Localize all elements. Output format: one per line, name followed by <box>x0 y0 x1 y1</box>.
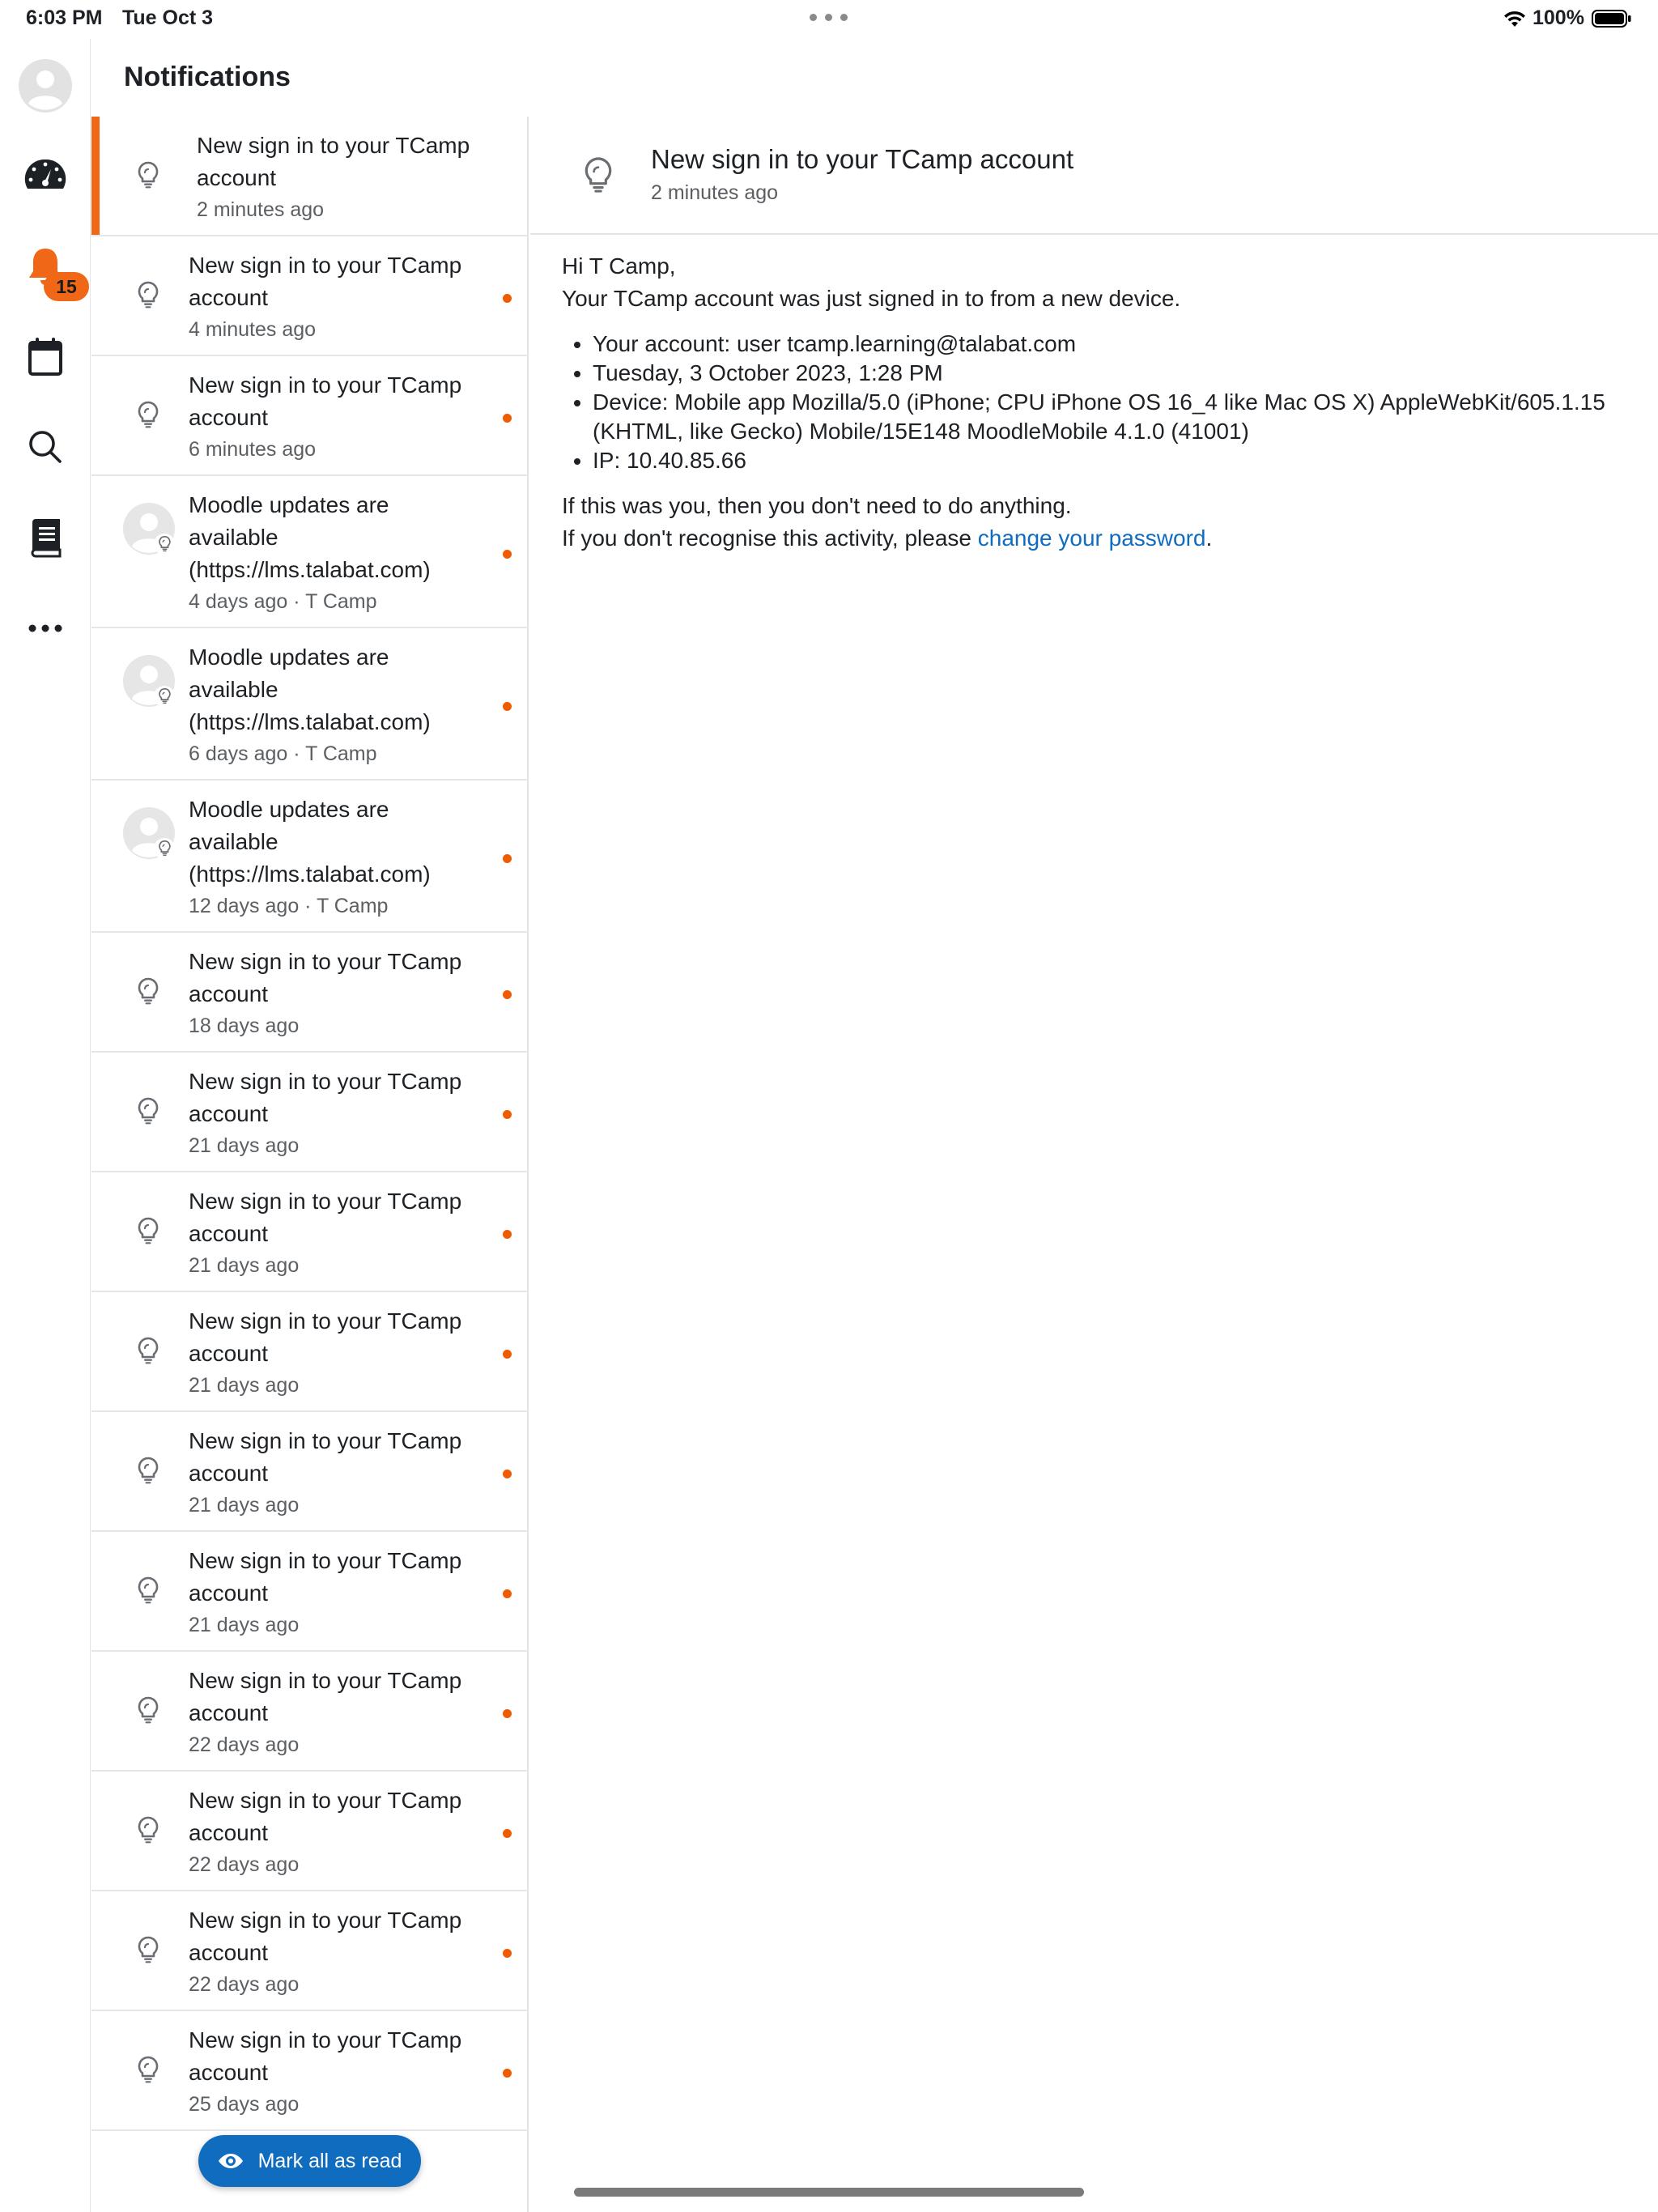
notification-text <box>189 793 472 921</box>
more-horizontal-icon <box>28 623 63 633</box>
unread-indicator-dot <box>503 294 512 303</box>
lightbulb-icon <box>134 1695 163 1725</box>
detail-title: New sign in to your TCamp account <box>651 144 1074 174</box>
notification-text <box>189 1185 472 1281</box>
notification-time: 21 days ago <box>189 1614 300 1636</box>
my-courses-button[interactable] <box>16 508 74 567</box>
lightbulb-icon <box>134 1456 163 1485</box>
detail-timestamp: 2 minutes ago <box>651 181 779 204</box>
notification-item[interactable] <box>91 2011 529 2131</box>
notification-item[interactable] <box>91 476 529 628</box>
detail-list-item: • IP: 10.40.85.66 <box>593 446 1647 475</box>
unread-indicator-dot <box>503 1110 512 1119</box>
notification-time: 21 days ago <box>189 1254 300 1277</box>
notification-item[interactable] <box>91 1652 529 1772</box>
notification-title: New sign in to your TCamp account <box>189 2027 462 2085</box>
sender-avatar-icon <box>122 806 176 860</box>
unread-indicator-dot <box>503 1709 512 1718</box>
lightbulb-icon <box>134 2055 163 2084</box>
notification-detail-panel <box>530 117 1658 2212</box>
notification-text <box>189 1904 472 2000</box>
notification-title: New sign in to your TCamp account <box>189 1548 462 1606</box>
detail-message-body <box>562 250 1647 555</box>
notification-text <box>189 641 472 769</box>
notification-title: New sign in to your TCamp account <box>189 253 462 310</box>
notification-text <box>197 130 480 225</box>
detail-greeting: Hi T Camp, <box>562 253 676 279</box>
notification-item[interactable] <box>91 236 529 356</box>
unread-indicator-dot <box>503 414 512 423</box>
detail-closing-suffix: . <box>1205 525 1213 551</box>
notification-time: 22 days ago <box>189 1733 300 1756</box>
notification-text <box>189 1545 472 1640</box>
unread-indicator-dot <box>503 1949 512 1958</box>
detail-list-item: • Device: Mobile app Mozilla/5.0 (iPhone; CPU iPhone OS 16_4 like Mac OS X) AppleWebKit/605.1.15 (KHTML, like Gecko) Mobile/15E148 MoodleMobile 4.1.0 (41001) <box>593 388 1647 446</box>
unread-indicator-dot <box>503 702 512 711</box>
unread-indicator-dot <box>503 1470 512 1478</box>
battery-percent: 100% <box>1533 6 1584 29</box>
lightbulb-icon <box>134 1216 163 1245</box>
detail-closing-prefix: If you don't recognise this activity, please <box>562 525 978 551</box>
notification-time: 2 minutes ago <box>197 198 325 221</box>
lightbulb-icon <box>134 280 163 309</box>
notification-item[interactable] <box>91 1772 529 1891</box>
detail-list-item: • Your account: user tcamp.learning@talabat.com <box>593 330 1647 359</box>
side-navigation-rail <box>0 39 91 2212</box>
search-icon <box>28 429 63 465</box>
notification-title: New sign in to your TCamp account <box>189 1428 462 1486</box>
notification-text <box>189 2024 472 2120</box>
notification-text <box>189 1784 472 1880</box>
lightbulb-icon <box>134 1096 163 1125</box>
book-icon <box>28 517 63 558</box>
lightbulb-icon <box>134 1935 163 1964</box>
notification-item[interactable] <box>91 1891 529 2011</box>
notification-title: New sign in to your TCamp account <box>189 1069 462 1126</box>
status-date: Tue Oct 3 <box>122 6 214 29</box>
notification-title: Moodle updates are available (https://lms.talabat.com) <box>189 644 431 734</box>
lightbulb-icon <box>134 160 163 189</box>
notification-time: 4 minutes ago <box>189 318 317 341</box>
calendar-icon <box>28 336 63 376</box>
notification-text <box>189 1305 472 1401</box>
notification-title: Moodle updates are available (https://lms.talabat.com) <box>189 492 431 582</box>
unread-indicator-dot <box>503 1350 512 1359</box>
notification-title: New sign in to your TCamp account <box>189 949 462 1006</box>
unread-indicator-dot <box>503 2069 512 2078</box>
notification-text <box>189 369 472 465</box>
notification-time: 25 days ago <box>189 2093 300 2116</box>
dashboard-gauge-icon <box>24 158 66 194</box>
battery-icon <box>1592 9 1632 28</box>
notification-time: 18 days ago <box>189 1015 300 1037</box>
lightbulb-icon <box>134 1815 163 1844</box>
detail-closing-line: If this was you, then you don't need to do anything. <box>562 493 1072 518</box>
lightbulb-icon <box>134 1576 163 1605</box>
notification-item[interactable] <box>91 1532 529 1652</box>
unread-indicator-dot <box>503 1829 512 1838</box>
notification-time: 6 minutes ago <box>189 438 317 461</box>
sender-avatar-icon <box>122 502 176 555</box>
avatar-icon <box>19 59 72 113</box>
notification-item[interactable] <box>91 1053 529 1172</box>
notification-item[interactable] <box>91 1172 529 1292</box>
notification-item[interactable] <box>91 117 529 236</box>
notification-time: 12 days ago · T Camp <box>189 895 389 917</box>
unread-indicator-dot <box>503 990 512 999</box>
notification-list <box>91 117 529 2212</box>
detail-sign-in-info-list <box>562 330 1647 475</box>
notification-item[interactable] <box>91 356 529 476</box>
unread-indicator-dot <box>503 854 512 863</box>
notification-time: 21 days ago <box>189 1374 300 1397</box>
unread-indicator-dot <box>503 1230 512 1239</box>
notification-text <box>189 1066 472 1161</box>
home-indicator[interactable] <box>574 2188 1084 2197</box>
sender-avatar-icon <box>122 654 176 708</box>
notification-title: New sign in to your TCamp account <box>189 1308 462 1366</box>
notification-text <box>189 946 472 1041</box>
page-title: Notifications <box>124 62 291 92</box>
notification-text <box>189 489 472 617</box>
search-button[interactable] <box>16 418 74 476</box>
mark-all-as-read-button[interactable] <box>198 2135 421 2187</box>
detail-closing-action-line <box>562 522 1647 555</box>
dashboard-button[interactable] <box>16 147 74 205</box>
calendar-button[interactable] <box>16 327 74 385</box>
notification-time: 21 days ago <box>189 1134 300 1157</box>
notification-text <box>189 249 472 345</box>
notification-title: Moodle updates are available (https://lms.talabat.com) <box>189 797 431 887</box>
detail-list-item: • Tuesday, 3 October 2023, 1:28 PM <box>593 359 1647 388</box>
multitasking-dots-icon[interactable] <box>810 14 848 22</box>
lightbulb-icon <box>134 1336 163 1365</box>
notification-text <box>189 1665 472 1760</box>
change-password-link[interactable]: change your password <box>977 525 1206 551</box>
eye-icon <box>218 2152 244 2170</box>
notification-item[interactable] <box>91 933 529 1053</box>
notification-title: New sign in to your TCamp account <box>197 133 470 190</box>
notification-time: 4 days ago · T Camp <box>189 590 377 613</box>
notification-item[interactable] <box>91 781 529 933</box>
notification-count-badge: 15 <box>44 272 89 301</box>
unread-indicator-dot <box>503 550 512 559</box>
notification-item[interactable] <box>91 628 529 781</box>
notification-time: 6 days ago · T Camp <box>189 742 377 765</box>
more-button[interactable] <box>16 599 74 657</box>
unread-indicator-dot <box>503 1589 512 1598</box>
notification-item[interactable] <box>91 1292 529 1412</box>
wifi-icon <box>1503 9 1527 28</box>
notification-time: 22 days ago <box>189 1853 300 1876</box>
notification-time: 22 days ago <box>189 1973 300 1996</box>
notification-title: New sign in to your TCamp account <box>189 372 462 430</box>
lightbulb-icon <box>579 155 618 194</box>
notification-title: New sign in to your TCamp account <box>189 1908 462 1965</box>
notification-item[interactable] <box>91 1412 529 1532</box>
notification-title: New sign in to your TCamp account <box>189 1668 462 1725</box>
status-bar <box>0 0 1658 39</box>
user-avatar-button[interactable] <box>16 57 74 115</box>
notification-title: New sign in to your TCamp account <box>189 1788 462 1845</box>
detail-intro: Your TCamp account was just signed in to from a new device. <box>562 286 1181 311</box>
lightbulb-icon <box>134 400 163 429</box>
lightbulb-icon <box>134 976 163 1006</box>
notification-title: New sign in to your TCamp account <box>189 1189 462 1246</box>
status-time: 6:03 PM <box>26 6 103 29</box>
notification-time: 21 days ago <box>189 1494 300 1516</box>
detail-header <box>530 117 1658 235</box>
notification-text <box>189 1425 472 1521</box>
mark-all-as-read-label: Mark all as read <box>257 2149 402 2172</box>
